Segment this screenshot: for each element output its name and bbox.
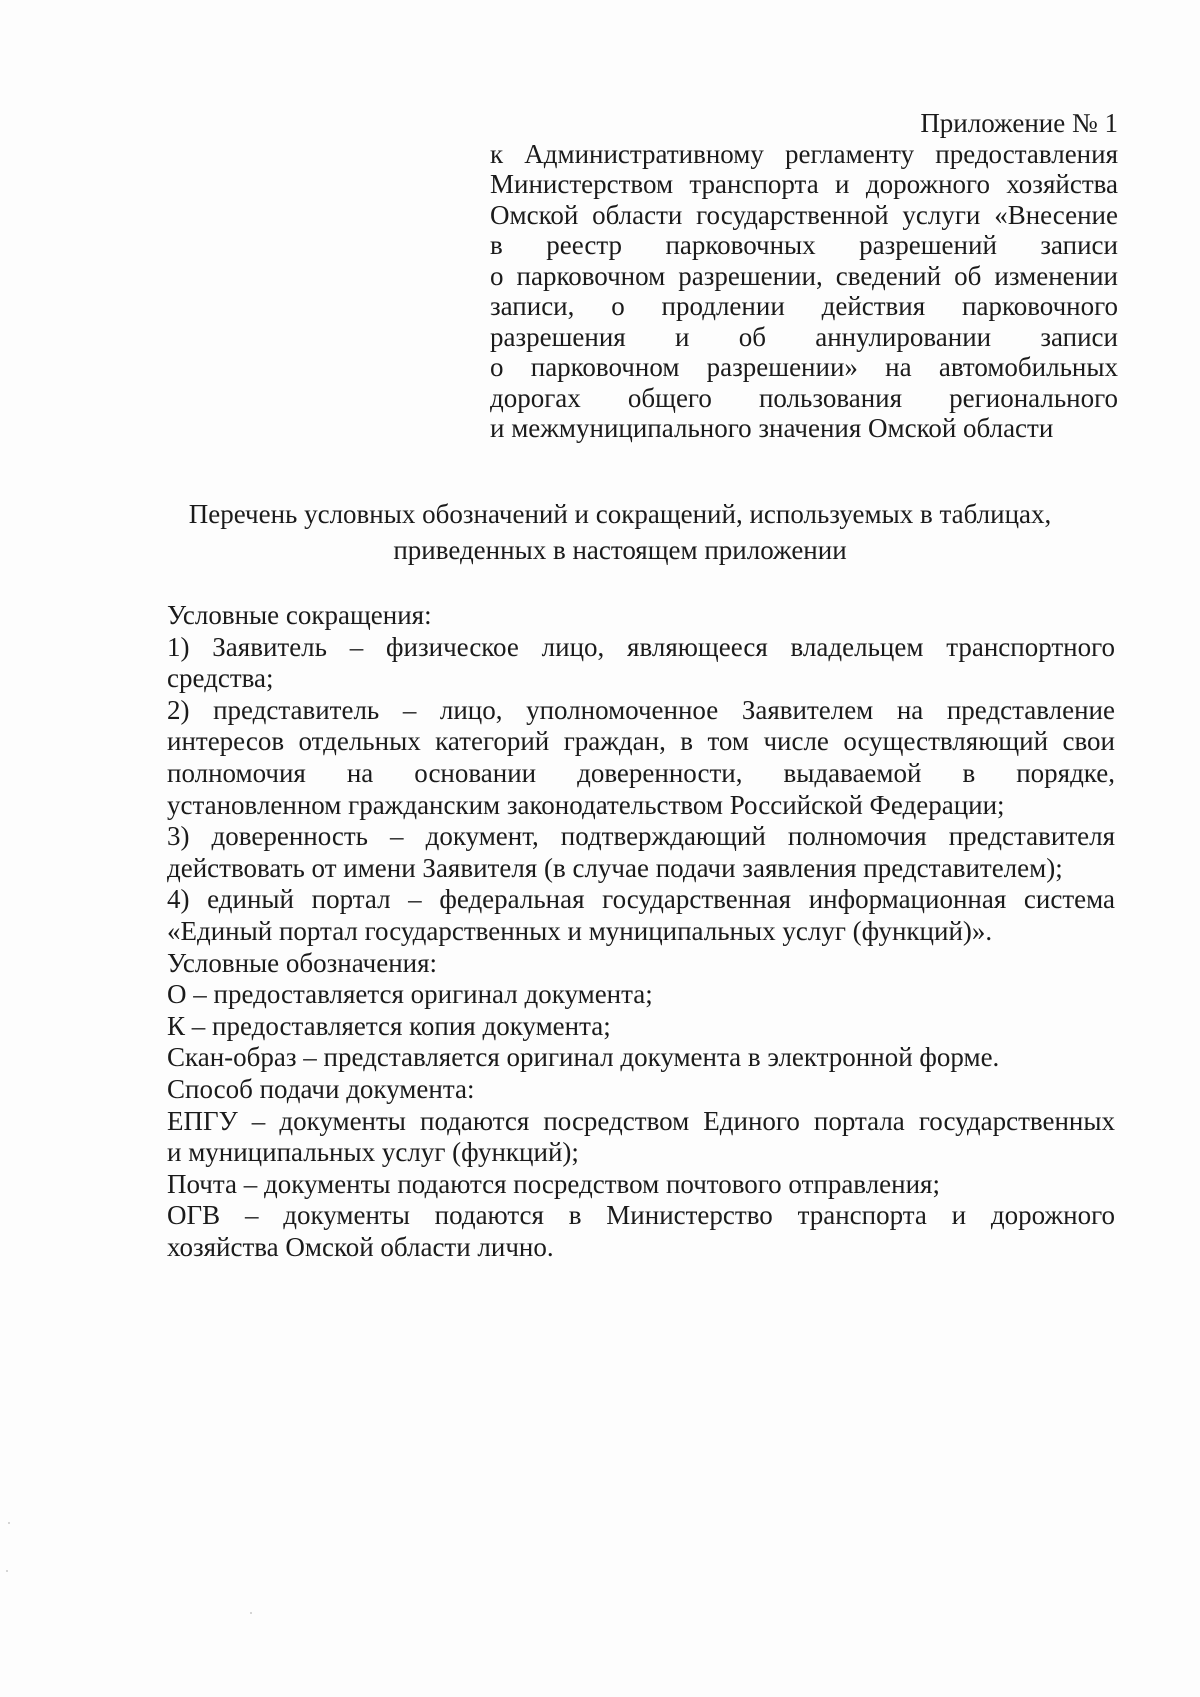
body-line: хозяйства Омской области лично. [167,1231,554,1262]
body-line: О – предоставляется оригинал документа; [167,979,653,1010]
body-line: «Единый портал государственных и муниципальных услуг (функций)». [167,915,993,946]
body-line: Скан-образ – представляется оригинал документа в электронной форме. [167,1042,1000,1073]
body-line: Способ подачи документа: [167,1073,475,1104]
appendix-title: Приложение № 1 [920,108,1118,138]
document-body [167,600,1115,1263]
body-line: Почта – документы подаются посредством почтового отправления; [167,1168,940,1199]
appendix-header-line: записи, о продлении действия парковочного [490,291,1118,321]
appendix-header-line: к Административному регламенту предоставления [490,138,1118,169]
section-heading-line: Перечень условных обозначений и сокращений, используемых в таблицах, [188,499,1052,529]
body-line: 3) доверенность – документ, подтверждающий полномочия представителя [167,821,1115,852]
appendix-header-line: в реестр парковочных разрешений записи [490,230,1118,260]
scan-speck [6,1570,8,1572]
section-heading [150,496,1090,568]
body-line: 4) единый портал – федеральная государственная информационная система [167,884,1115,915]
body-line: 1) Заявитель – физическое лицо, являющееся владельцем транспортного [167,631,1115,662]
appendix-header-line: и межмуниципального значения Омской области [490,413,1054,443]
body-line: интересов отдельных категорий граждан, в том числе осуществляющий свои [167,726,1115,757]
body-line: установленном гражданским законодательством Российской Федерации; [167,789,1005,820]
body-line: ОГВ – документы подаются в Министерство транспорта и дорожного [167,1200,1115,1231]
appendix-header-line: Министерством транспорта и дорожного хозяйства [490,169,1118,199]
body-line: Условные сокращения: [167,600,432,630]
body-line: Условные обозначения: [167,947,438,978]
body-line: К – предоставляется копия документа; [167,1010,611,1041]
appendix-header-line: о парковочном разрешении» на автомобильных [490,352,1118,382]
body-line: ЕПГУ – документы подаются посредством Единого портала государственных [167,1105,1115,1136]
body-line: и муниципальных услуг (функций); [167,1137,579,1168]
section-heading-line: приведенных в настоящем приложении [393,535,847,565]
appendix-header-line: дорогах общего пользования регионального [490,382,1118,413]
body-line: средства; [167,663,274,694]
body-line: полномочия на основании доверенности, выдаваемой в порядке, [167,757,1115,788]
appendix-header-line: о парковочном разрешении, сведений об изменении [490,260,1118,291]
body-line: действовать от имени Заявителя (в случае подачи заявления представителем); [167,852,1063,883]
scan-speck [8,1522,10,1524]
appendix-header-line: Омской области государственной услуги «Внесение [490,199,1118,230]
body-line: 2) представитель – лицо, уполномоченное Заявителем на представление [167,694,1115,725]
scan-speck [250,1612,252,1614]
appendix-header-line: разрешения и об аннулировании записи [490,321,1118,352]
appendix-header [490,108,1118,444]
